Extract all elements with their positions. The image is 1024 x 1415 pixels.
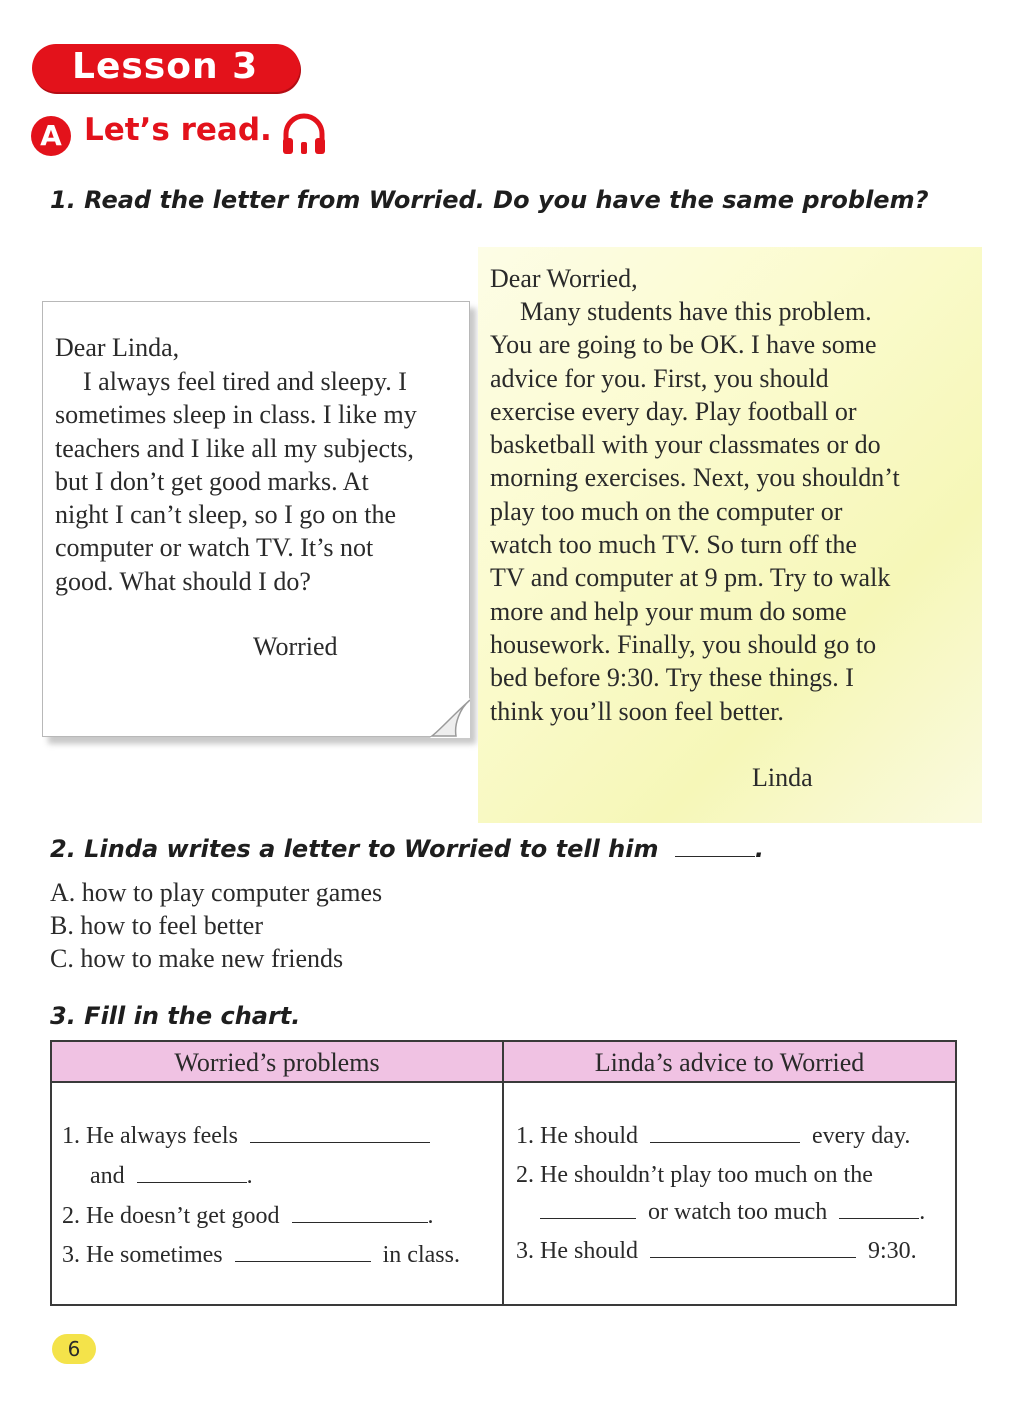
advice-2b-text: or watch too much: [648, 1199, 828, 1225]
task-2-period: .: [754, 835, 764, 863]
option-c[interactable]: C. how to make new friends: [50, 944, 344, 973]
advice-row-3: [516, 1235, 917, 1266]
period: .: [919, 1199, 926, 1225]
answer-blank[interactable]: [650, 1120, 800, 1143]
linda-line: think you’ll soon feel better.: [490, 696, 784, 726]
lesson-label: Lesson 3: [72, 46, 259, 87]
worried-line: good. What should I do?: [55, 566, 311, 596]
task-2-prompt: [50, 834, 764, 863]
linda-signature: Linda: [752, 763, 813, 792]
worried-line: night I can’t sleep, so I go on the: [55, 500, 397, 530]
worried-line: sometimes sleep in class. I like my: [55, 400, 417, 430]
advice-3-end: 9:30.: [868, 1238, 917, 1264]
worried-letter-body: [55, 365, 467, 598]
section-title: Let’s read.: [84, 112, 272, 148]
problem-3-text: 3. He sometimes: [62, 1242, 223, 1268]
linda-letter-body: [490, 295, 960, 728]
linda-greeting: Dear Worried,: [490, 264, 638, 293]
option-a[interactable]: A. how to play computer games: [50, 878, 383, 907]
task-1-prompt: 1. Read the letter from Worried. Do you have the same problem?: [50, 186, 929, 214]
answer-blank[interactable]: [675, 834, 755, 857]
linda-line: play too much on the computer or: [490, 496, 843, 526]
page-curl: [430, 698, 470, 738]
linda-line: TV and computer at 9 pm. Try to walk: [490, 563, 891, 593]
section-letter-badge: A: [31, 116, 71, 156]
problem-1-text: 1. He always feels: [62, 1123, 238, 1149]
advice-row-2b: [540, 1196, 925, 1227]
linda-line: watch too much TV. So turn off the: [490, 530, 857, 560]
chart-header-problems: Worried’s problems: [52, 1042, 502, 1083]
problem-row-1: [62, 1120, 430, 1151]
answer-blank[interactable]: [250, 1120, 430, 1143]
answer-blank[interactable]: [540, 1196, 636, 1219]
linda-line: Many students have this problem.: [520, 297, 872, 326]
task-3-prompt: 3. Fill in the chart.: [50, 1002, 301, 1030]
answer-blank[interactable]: [650, 1235, 856, 1258]
chart-divider: [502, 1042, 504, 1304]
problem-1b-text: and: [90, 1163, 125, 1189]
advice-row-2: 2. He shouldn’t play too much on the: [516, 1162, 873, 1188]
linda-line: bed before 9:30. Try these things. I: [490, 663, 854, 693]
problem-row-3: [62, 1239, 460, 1270]
linda-line: basketball with your classmates or do: [490, 430, 881, 460]
linda-line: You are going to be OK. I have some: [490, 330, 877, 360]
answer-blank[interactable]: [839, 1196, 919, 1219]
period: .: [246, 1163, 253, 1189]
worried-line: but I don’t get good marks. At: [55, 466, 369, 496]
problem-3-end: in class.: [382, 1242, 460, 1268]
linda-line: exercise every day. Play football or: [490, 396, 857, 426]
advice-1-end: every day.: [812, 1123, 911, 1149]
answer-blank[interactable]: [292, 1200, 428, 1223]
headphones-icon[interactable]: [280, 112, 328, 156]
option-b[interactable]: B. how to feel better: [50, 911, 263, 940]
linda-line: housework. Finally, you should go to: [490, 629, 877, 659]
period: .: [427, 1203, 434, 1229]
linda-line: more and help your mum do some: [490, 596, 847, 626]
worried-line: computer or watch TV. It’s not: [55, 533, 374, 563]
worried-line: teachers and I like all my subjects,: [55, 433, 414, 463]
lesson-badge: [32, 44, 300, 92]
linda-line: advice for you. First, you should: [490, 363, 829, 393]
problem-row-2: [62, 1200, 434, 1231]
worried-signature: Worried: [253, 632, 338, 661]
advice-row-1: [516, 1120, 910, 1151]
worried-greeting: Dear Linda,: [55, 333, 180, 362]
chart-header-advice: Linda’s advice to Worried: [504, 1042, 955, 1083]
advice-1-text: 1. He should: [516, 1123, 638, 1149]
linda-line: morning exercises. Next, you shouldn’t: [490, 463, 900, 493]
problem-2-text: 2. He doesn’t get good: [62, 1203, 280, 1229]
task-2-text: 2. Linda writes a letter to Worried to tell him: [50, 835, 659, 863]
advice-3-text: 3. He should: [516, 1238, 638, 1264]
answer-blank[interactable]: [235, 1239, 371, 1262]
problem-row-1b: [90, 1160, 253, 1191]
answer-blank[interactable]: [137, 1160, 247, 1183]
worried-line: I always feel tired and sleepy. I: [83, 367, 407, 396]
page-number: 6: [52, 1334, 96, 1364]
